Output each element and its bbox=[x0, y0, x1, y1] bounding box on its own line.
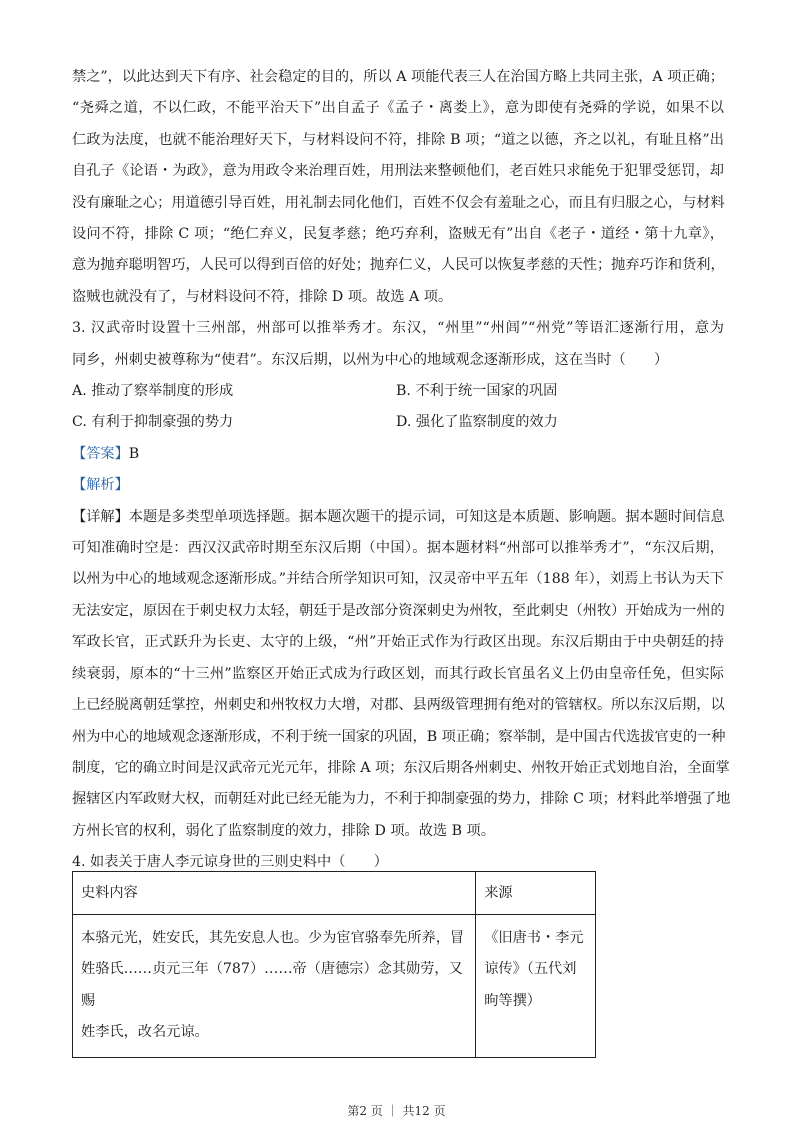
header-source: 来源 bbox=[476, 872, 596, 915]
option-b: B. 不利于统一国家的巩固 bbox=[396, 383, 558, 400]
option-a: A. 推动了察举制度的形成 bbox=[72, 383, 234, 400]
text-line: 无法安定，原因在于刺史权力太轻，朝廷于是改部分资深刺史为州牧，至此刺史（州牧）开始成为一州的 bbox=[72, 602, 725, 619]
text-line: 禁之”，以此达到天下有序、社会稳定的目的，所以 A 项能代表三人在治国方略上共同主张，A 项正确； bbox=[72, 69, 724, 85]
text-line: 以州为中心的地域观念逐渐形成。”并结合所学知识可知，汉灵帝中平五年（188 年），刘焉上书认为天下 bbox=[72, 571, 724, 588]
page-footer: 第2 页 ｜ 共12 页 bbox=[347, 1104, 446, 1118]
options-row bbox=[72, 407, 724, 438]
text-line: 握辖区内军政财大权，而朝廷对此已经无能为力，不利于抑制豪强的势力，排除 C 项；材料此举增强了地 bbox=[72, 791, 731, 808]
text-line: 制度，它的确立时间是汉武帝元光元年，排除 A 项；东汉后期各州刺史、州牧开始正式划地自治，全面掌 bbox=[72, 759, 730, 776]
text-line: 州为中心的地域观念逐渐形成，不利于统一国家的巩固，B 项正确；察举制，是中国古代选拔官吏的一种 bbox=[72, 728, 726, 745]
option-d: D. 强化了监察制度的效力 bbox=[396, 414, 558, 431]
question-3 bbox=[72, 313, 731, 847]
document-body bbox=[72, 62, 731, 879]
text-line: 没有廉耻之心；用道德引导百姓，用礼制去同化他们，百姓不仅会有羞耻之心，而且有归服之心，与材料 bbox=[72, 194, 725, 211]
source-table bbox=[72, 871, 596, 1058]
q2-analysis-continued bbox=[72, 62, 724, 313]
table-header-row bbox=[73, 872, 596, 915]
text-line: 方州长官的权利，弱化了监察制度的效力，排除 D 项。故选 B 项。 bbox=[72, 822, 495, 839]
text-line: 续衰弱，原本的“十三州”监察区开始正式成为行政区划，而其行政长官虽名义上仍由皇帝任免，但实际 bbox=[72, 665, 724, 682]
question-stem: 3. 汉武帝时设置十三州部，州部可以推举秀才。东汉，“州里”“州闾”“州党”等语汇逐渐行用，意为 bbox=[72, 320, 724, 337]
cell-source: 《旧唐书・李元 谅传》（五代刘 昫等撰） bbox=[476, 915, 596, 1058]
answer-tag: 【答案】 bbox=[72, 445, 129, 462]
analysis-line bbox=[72, 470, 724, 501]
detail-tag: 【详解】 bbox=[72, 508, 129, 525]
answer-line bbox=[72, 439, 724, 470]
text-line: 自孔子《论语・为政》，意为用政令来治理百姓，用刑法来整顿他们，老百姓只求能免于犯罪受惩罚，却 bbox=[72, 163, 724, 180]
answer-value: B bbox=[128, 445, 140, 462]
text-line: 可知准确时空是：西汉汉武帝时期至东汉后期（中国）。据本题材料“州部可以推举秀才”，“东汉后期， bbox=[72, 540, 724, 557]
question-stem: 同乡，州刺史被尊称为“使君”。东汉后期，以州为中心的地域观念逐渐形成，这在当时（ ） bbox=[72, 351, 669, 368]
text-line: 仁政为法度，也就不能治理好天下，与材料设问不符，排除 B 项；“道之以德，齐之以礼，有耻且格”出 bbox=[72, 131, 724, 148]
cell-content: 本骆元光，姓安氏，其先安息人也。少为宦官骆奉先所养，冒 姓骆氏……贞元三年（787）……帝（唐德宗）念其勋劳，又赐 姓李氏，改名元谅。 bbox=[73, 915, 476, 1058]
detail-line bbox=[72, 502, 724, 533]
text-line: 上已经脱离朝廷掌控，州刺史和州牧权力大增，对郡、县两级管理拥有绝对的管辖权。所以东汉后期，以 bbox=[72, 697, 725, 714]
detail-text: 本题是多类型单项选择题。据本题次题干的提示词，可知这是本质题、影响题。据本题时间信息 bbox=[128, 508, 725, 525]
header-content: 史料内容 bbox=[73, 872, 476, 915]
text-line: 意为抛弃聪明智巧，人民可以得到百倍的好处；抛弃仁义，人民可以恢复孝慈的天性；抛弃巧诈和货利， bbox=[72, 257, 725, 274]
options-row bbox=[72, 376, 724, 407]
analysis-tag: 【解析】 bbox=[72, 477, 129, 494]
table-row bbox=[73, 915, 596, 1058]
option-c: C. 有利于抑制豪强的势力 bbox=[72, 414, 234, 431]
text-line: 盗贼也就没有了，与材料设问不符，排除 D 项。故选 A 项。 bbox=[72, 288, 453, 305]
text-line: 军政长官，正式跃升为长吏、太守的上级，“州”开始正式作为行政区出现。东汉后期由于中央朝廷的持 bbox=[72, 634, 724, 651]
text-line: 设问不符，排除 C 项；“绝仁弃义，民复孝慈；绝巧弃利，盗贼无有”出自《老子・道经・第十九章》， bbox=[72, 226, 724, 243]
question-stem: 4. 如表关于唐人李元谅身世的三则史料中（ ） bbox=[72, 854, 388, 871]
text-line: “尧舜之道，不以仁政，不能平治天下”出自孟子《孟子・离娄上》，意为即使有尧舜的学说，如果不以 bbox=[72, 100, 724, 117]
